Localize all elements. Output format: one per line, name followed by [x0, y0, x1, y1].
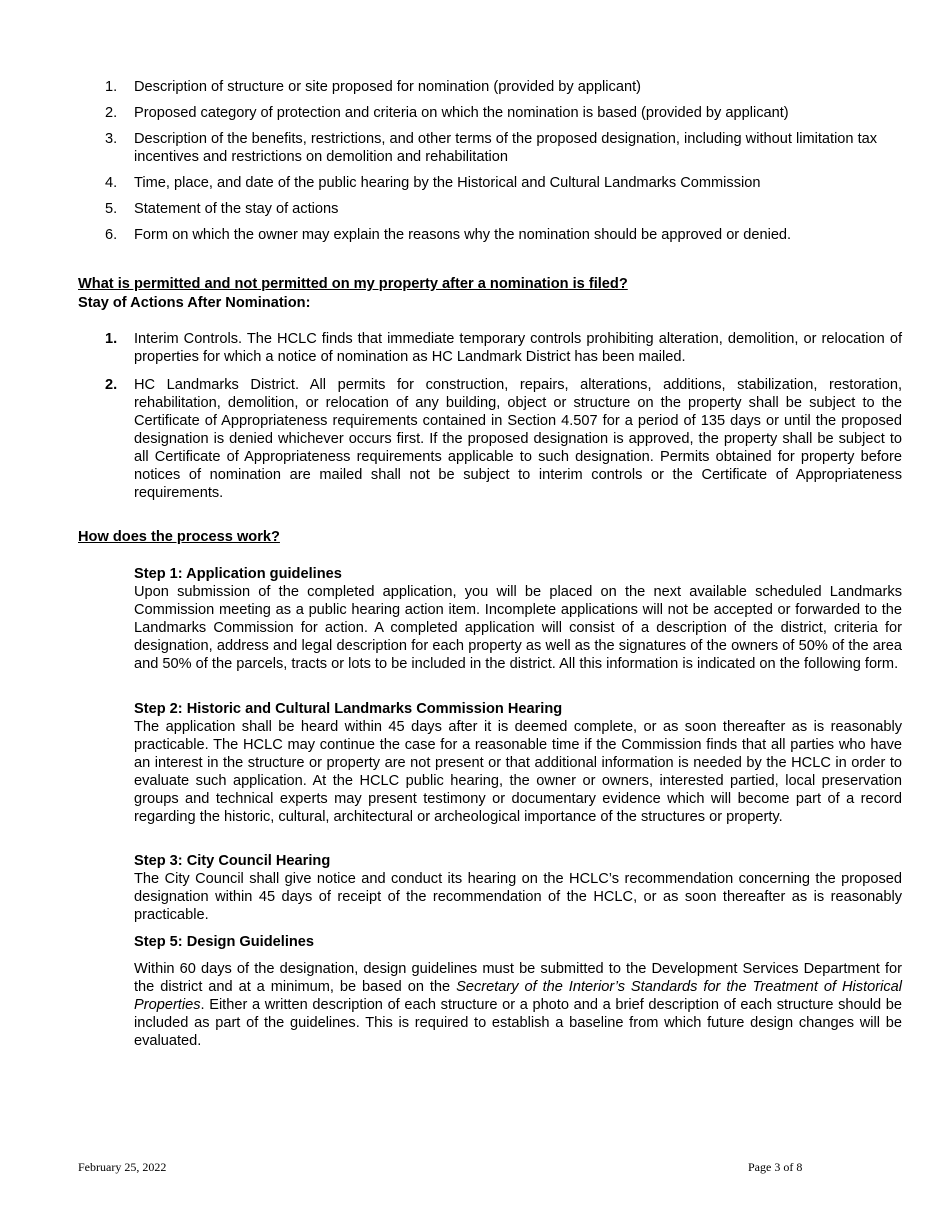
list-number: 2. — [105, 377, 118, 393]
list-number: 1. — [105, 331, 118, 347]
step-text: The application shall be heard within 45 days after it is deemed complete, or as soon thereafter as is reasonably practicable. The HCLC may continue the case for a reasonable time if the Commission finds that all parties who have an interest in the structure or property are not present or that additional information is needed by the HCLC in order to evaluate such application. At the HCLC public hearing, the owner or owners, interested partied, local preservation groups and technical experts may present testimony or documentary evidence which will become part of a record regarding the historic, cultural, architectural or archeological importance of the structures or property. — [134, 719, 902, 825]
list-number: 1. — [105, 79, 118, 95]
step-2 — [134, 700, 902, 826]
step-text: Upon submission of the completed application, you will be placed on the next available scheduled Landmarks Commission meeting as a public hearing action item. Incomplete applications will not be accepted or forwarded to the Landmarks Commission for action. A completed application will consist of a description of the district, criteria for designation, address and legal description for each property as well as the signatures of the owners of 50% of the area and 50% of the parcels, tracts or lots to be included in the district. All this information is indicated on the following form. — [134, 584, 902, 672]
list-text: Proposed category of protection and criteria on which the nomination is based (provided by applicant) — [134, 105, 789, 121]
process-heading: How does the process work? — [78, 529, 280, 545]
stay-heading: Stay of Actions After Nomination: — [78, 295, 311, 311]
list-text: Description of structure or site proposed for nomination (provided by applicant) — [134, 79, 641, 95]
list-item — [78, 104, 902, 122]
footer-date: February 25, 2022 — [78, 1160, 167, 1174]
footer-page-number: Page 3 of 8 — [748, 1160, 803, 1174]
step-5 — [134, 933, 902, 1050]
permitted-heading: What is permitted and not permitted on my property after a nomination is filed? — [78, 276, 628, 292]
list-number: 4. — [105, 175, 118, 191]
list-item — [78, 330, 902, 366]
list-number: 2. — [105, 105, 118, 121]
standards-title: Secretary of the Interior’s Standards for the Treatment of Historical Properties — [134, 979, 903, 1013]
list-number: 3. — [105, 131, 118, 147]
list-item — [78, 130, 902, 166]
step-text-before: Within 60 days of the designation, design guidelines must be submitted to the Development Services Department for the district and at a minimum, be based on the — [134, 961, 902, 995]
list-number: 5. — [105, 201, 118, 217]
list-item — [78, 200, 902, 218]
step-3 — [134, 852, 902, 924]
step-title: Step 1: Application guidelines — [134, 566, 342, 582]
list-item — [78, 174, 902, 192]
nomination-contents-list — [78, 78, 902, 244]
list-number: 6. — [105, 227, 118, 243]
step-text — [134, 960, 902, 1050]
step-title: Step 5: Design Guidelines — [134, 934, 315, 950]
list-item — [78, 78, 902, 96]
list-text: Description of the benefits, restrictions, and other terms of the proposed designation, including without limitation tax incentives and restrictions on demolition and rehabilitation — [134, 131, 878, 165]
step-1 — [134, 565, 902, 673]
list-text: Time, place, and date of the public hearing by the Historical and Cultural Landmarks Commission — [134, 175, 761, 191]
step-title: Step 3: City Council Hearing — [134, 853, 331, 869]
step-text: The City Council shall give notice and conduct its hearing on the HCLC’s recommendation concerning the proposed designation within 45 days of receipt of the recommendation of the HCLC, or as soon thereafter as is reasonably practicable. — [134, 871, 902, 923]
stay-of-actions-list — [78, 330, 902, 502]
list-text: Form on which the owner may explain the reasons why the nomination should be approved or denied. — [134, 227, 792, 243]
list-text: Interim Controls. The HCLC finds that immediate temporary controls prohibiting alteration, demolition, or relocation of properties for which a notice of nomination as HC Landmark District has been mailed. — [134, 331, 902, 365]
list-text: HC Landmarks District. All permits for construction, repairs, alterations, additions, stabilization, restoration, rehabilitation, demolition, or relocation of any building, object or structure on the property shall be subject to the Certificate of Appropriateness requirements contained in Section 4.507 for a period of 135 days or until the proposed designation is denied whichever occurs first. If the proposed designation is approved, the property shall be subject to all Certificate of Appropriateness requirements applicable to such designation. Permits obtained for property before notices of nomination are mailed shall not be subject to interim controls or the Certificate of Appropriateness requirements. — [134, 377, 902, 501]
step-text-after: . Either a written description of each structure or a photo and a brief description of each structure should be included as part of the guidelines. This is required to establish a baseline from which future design changes will be evaluated. — [134, 997, 902, 1049]
list-item — [78, 376, 902, 502]
step-title: Step 2: Historic and Cultural Landmarks Commission Hearing — [134, 701, 563, 717]
list-item — [78, 226, 902, 244]
list-text: Statement of the stay of actions — [134, 201, 339, 217]
